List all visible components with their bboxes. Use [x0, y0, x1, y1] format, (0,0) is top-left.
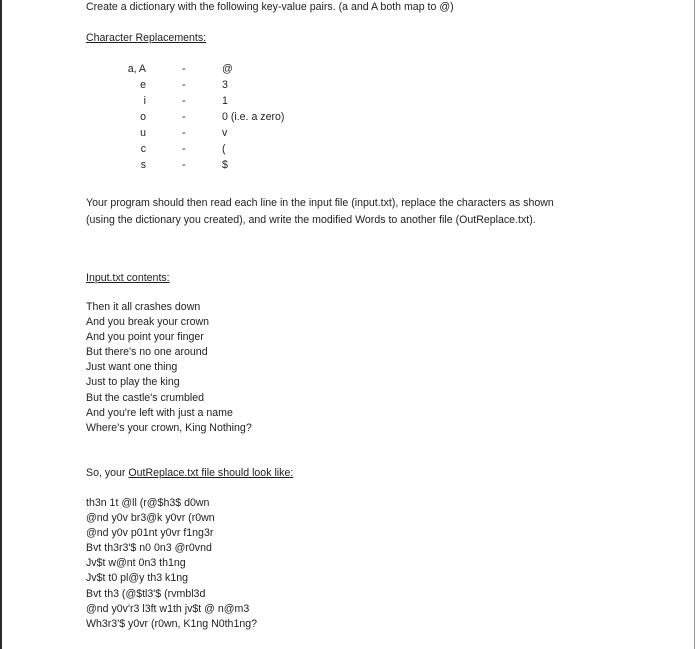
replacement-row [100, 77, 340, 93]
output-line: Wh3r3'$ y0vr (r0wn, K1ng N0th1ng? [86, 617, 258, 630]
left-border [0, 0, 2, 649]
input-line: Then it all crashes down [86, 301, 201, 313]
output-heading-prefix: So, your [86, 467, 129, 479]
instructions-line-1: Your program should then read each line in the input file (input.txt), replace the characters as shown [86, 197, 554, 209]
output-line: @nd y0v'r3 l3ft w1th jv$t @ n@m3 [86, 602, 250, 615]
input-heading: Input.txt contents: [86, 272, 170, 284]
right-border [694, 0, 695, 649]
replacement-row [100, 93, 340, 109]
replacement-value: ( [222, 143, 226, 155]
output-line: @nd y0v br3@k y0vr (r0wn [86, 512, 215, 525]
replacement-key: c [140, 143, 146, 155]
replacement-dash: - [182, 95, 186, 107]
input-line: And you break your crown [86, 316, 210, 329]
replacement-key: u [140, 127, 146, 139]
output-heading-link: OutReplace.txt file should look like: [128, 467, 294, 479]
replacement-key: s [140, 159, 146, 171]
input-line: Just want one thing [86, 361, 178, 374]
replacement-value: 0 (i.e. a zero) [222, 111, 285, 123]
replacement-dash: - [182, 159, 186, 171]
replacement-value: 3 [222, 79, 228, 91]
replacement-dash: - [182, 143, 186, 155]
replacement-row [100, 141, 340, 157]
input-line: Where's your crown, King Nothing? [86, 421, 252, 434]
input-line: But the castle's crumbled [86, 391, 205, 404]
replacement-key: o [140, 111, 146, 123]
input-line: And you point your finger [86, 331, 204, 344]
output-heading [86, 466, 293, 480]
replacement-row [100, 125, 340, 141]
replacements-heading: Character Replacements: [86, 32, 207, 44]
replacement-dash: - [182, 127, 186, 139]
replacement-dash: - [182, 111, 186, 123]
replacement-row [100, 157, 340, 173]
input-line: And you're left with just a name [86, 406, 233, 419]
replacement-key: a, A [127, 63, 146, 75]
input-lines [86, 300, 252, 436]
replacement-key: e [140, 79, 146, 91]
replacement-row [100, 61, 340, 77]
replacement-table [100, 61, 340, 173]
replacement-dash: - [182, 79, 186, 91]
output-line: Bvt th3 (@$tl3'$ (rvmbl3d [86, 587, 206, 600]
output-line: Jv$t w@nt 0n3 th1ng [86, 557, 186, 570]
replacement-value: v [222, 127, 228, 139]
intro-text: Create a dictionary with the following key-value pairs. (a and A both map to @) [86, 1, 454, 13]
output-lines [86, 496, 257, 632]
replacement-value: @ [222, 63, 233, 75]
output-line: Bvt th3r3'$ n0 0n3 @r0vnd [86, 542, 212, 555]
replacement-value: $ [222, 159, 228, 171]
output-line: @nd y0v p01nt y0vr f1ng3r [86, 527, 214, 540]
replacement-dash: - [182, 63, 186, 75]
input-line: But there's no one around [86, 346, 208, 359]
output-line: Jv$t t0 pl@y th3 k1ng [86, 572, 189, 585]
input-line: Just to play the king [86, 376, 180, 389]
output-line: th3n 1t @ll (r@$h3$ d0wn [86, 497, 210, 509]
replacement-key: i [143, 95, 146, 107]
instructions-line-2: (using the dictionary you created), and write the modified Words to another file (OutReplace.txt). [86, 214, 536, 226]
replacement-value: 1 [222, 95, 228, 107]
replacement-row [100, 109, 340, 125]
